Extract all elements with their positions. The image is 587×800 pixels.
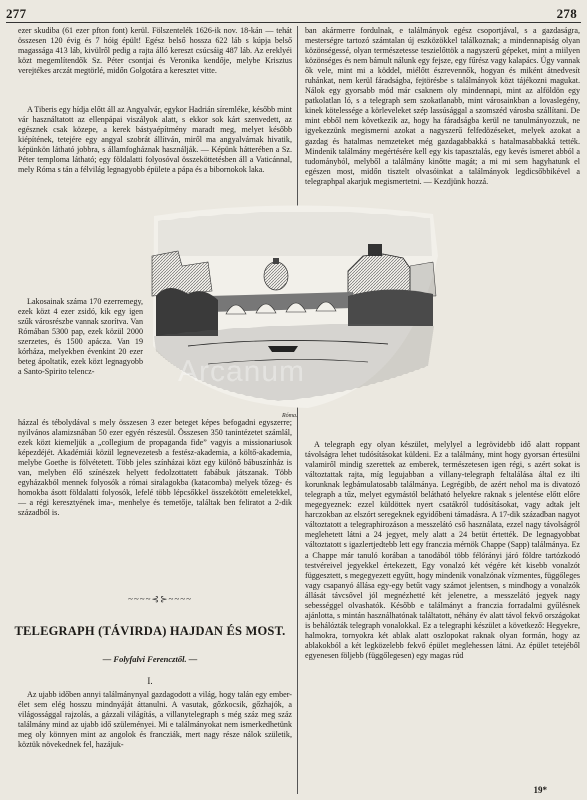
paragraph: Az ujabb időben annyi találmánynyal gazdagodott a világ, hogy talán egy ember-élet sem elég hosszu mindnyáját áttanulni. A vasutak, gőzkocsik, gőzhajók, a világossággal rajzolás, a gázzali világítás, a villanytelegraph s még száz meg száz találmány mind az ujabb idő szüleményei. Mi e találmányokat nem ismerkedhetünk meg oly könnyen mint az angolok és francziák, mert nagy része nálok születik, köztük növekednek fel, hazájuk- <box>18 690 292 750</box>
left-column-text-upper <box>18 105 292 175</box>
article-intro <box>18 690 292 750</box>
illustration-caption: Róma. <box>282 413 298 419</box>
section-number: I. <box>147 676 153 686</box>
paragraph: házzal és tébolydával s mely összesen 3 ezer beteget képes befogadni egyszerre; nyilvános alamizsnában 50 ezer egyén részesül. Összesen 350 tanintézetet számlál, ezek közt kiemeljük a „collegium de propaganda fide” vagyis a missionariusok képezdéjét. Akadémiái közül legnevezetesb a festész-akademia, a költő-akademia, melybe Goethe is fölvétetett. Több jeles színházai közt egy különő bábuszínház is van, melyben élő színészek helyett fedolzottatett fabábuk játszanak. Több egyházakból mennek folyosók a római siralagokba (katacomba) melyek tőzeg- és homokba ásott földalatti folyosók, lefelé több lépcsőkkel összekötött emeletekkel, — a régi keresztyének ima-, menhelye és temetője, találtak ben feliratot a 2-dik századból is. <box>18 418 292 518</box>
left-page-number: 277 <box>6 6 27 21</box>
right-page-number: 278 <box>556 6 577 21</box>
signature-mark: 19* <box>533 785 547 795</box>
article-author: — Folyfalvi Ferencztől. — <box>102 654 198 664</box>
right-column-text-bottom <box>305 440 580 661</box>
left-column-text-top <box>18 26 292 76</box>
paragraph: ezer skudiba (61 ezer pfton font) kerül. Fölszentelék 1626-ik nov. 18-kán — tehát összesen 120 évig és 7 hóig épült! Egész belső hossza 622 láb s kúpja belső magassága 413 láb, kivülről pedig a rajta álló kereszt csúcsáig 487 láb. Az ereklyéi közt megemlítendők Sz. Péter csontjai és Veronika kendője, melybe Krisztus verejtékes arczát megtörlé, midőn Golgotára a keresztet vitte. <box>18 26 292 76</box>
header-rule <box>6 22 581 23</box>
left-column-text-bottom <box>18 418 292 518</box>
paragraph: ban akármerre fordulnak, e találmányok egész csoportjával, s a gazdaságra, mesterségre tartozó számtalan új eszközökkel találkoznak; a mindennapiság olyan közönségessé, olyan természetesse teszielőttök a nagyszerű gépeket, mint a miilyen közönséges és nem bámult nálunk egy fejsze, egy fűrész vagy kalapács. Úgy vannak ők vele, mint mi a köddel, miélőtt észrevennők, hogyan és miként átnedvesít ruhánkat, nem kerül fáradságba, fejtörésbe s találmányok közt tájékozni magukat. Nálok egy gyorsabb mód már csaknem oly mindennapi, mint az alföldön egy patkolatlan ló, s a telegraph sem szokatlanabb, mint városainkban a lovaslegény, kinek kötelessége a körleveleket szép lassúsággal a szomszéd városba szállítani. De mint ebből nem következik az, hogy ha fáradságba kerül ne tanulmányozzuk, ne igyekezzünk megismerni azokat a nagyszerű felfedözéseket, melyek azokat a gazdag és hatalmas nemzeteket még gazdagabbakká s hatalmasabbakká tették. Mindenik találmány megértésére kell egy kis tapasztalás, egy kevés ismeret abból a tudományból, melyből a találmány kinőtte magát; a mi mi sem hagyhatunk el egészen most, midőn tisztelt olvasóinkat a találmányok legdicsőbbikével a telegraphpal akarjuk megismertetni. — Kezdjünk hozzá. <box>305 26 580 186</box>
paragraph: A Tiberis egy hídja előtt áll az Angyalvár, egykor Hadrián síremléke, később mint vár használtatott az ellenpápai viszályok alatt, s ekkor sok kárt szenvedett, az egésznek csak közepe, a kerek bástyaépítmény maradt meg, melyet később kiépítének, tetejére egy angyal szobrát állítván, miről ma angyalvárnak hivatik, képünkön látható jobbra, s államfogháznak használják. — Képünk hátterében a Sz. Péter temploma látható; egy földalatti folyosóval összeköttetésben áll a Vaticánnal, mely Róma s tán a félvilág legnagyobb épülete a pápa és a bibornokok laka. <box>18 105 292 175</box>
decorative-divider: ~~~~⊰⊱~~~~ <box>128 594 193 604</box>
paragraph: Lakosainak száma 170 ezerremegy, ezek közt 4 ezer zsidó, kik egy igen szűk városrészbe vannak szorítva. Van Rómában 5300 pap, ezek közül 2000 szerzetes, és 1500 apácza. Van 19 kórháza, melyekben évenkint 20 ezer beteg ápoltatik, ezek közt legnagyobb a Santo-Spirito telencz- <box>18 297 143 377</box>
watermark: Arcanum <box>178 355 306 388</box>
article-title: TELEGRAPH (TÁVIRDA) HAJDAN ÉS MOST. <box>14 624 286 638</box>
left-column-text-narrow <box>18 297 143 377</box>
paragraph: A telegraph egy olyan készület, melylyel a legrövidebb idő alatt roppant távolságra lehet tudósításokat küldeni. Ez a találmány, mint hogy gyorsan értesülni valamiről mindig szerettek az emberek, természetesen igen régi, s azért sokat is változtattak rajta, míg legujabban a villany-telegraph feltalálása által ez ilti korunknak legbámulatosabb találmánya. Legrégibb, de azért nehol ma is divatozó telegraph a tűz, melyet egymástól belátható helyekre raknak s jelentése előtt előre megegyeznek: ezzel küldöttek nyert csatákról tudósításokat, vagy adtak jelt harczokban az elszórt seregeknek egyidőbeni támadásra. A 17-dik században nagyot változtatott a telegraphirozáson a messzelátó cső használata, ezzel nagy távolságról meglehetett látni a 24 jegyet, mely alatt a 24 betüt értették. De legnagyobbat változtatott s igazlertjedtebb lett egy franczia mérnök Chappe (Sapp) találmánya. Ez a Chappe már tanuló korában a tanodából több félórányi járó földre tartózkodó testvéreivel jegyekkel értekezett, Egy vonalzó két végére két kisebb vonalzót függesztett, s megegyezett egyűtt, hogy mindenik vonalzónak vízmentes, függőleges vagy csapanyó állása egy-egy betűt vagy számot jelentsen, s mindhogy a vonalzók állását távcsővel jól megnézhetté két jelenetre, a messzelátó jegyek nagy sebességgel olvashatók. Később e találmányt a franczia forradalmi gyűlésnek ajánlotta, s mintán használhatónak találtatott, néhány év alatt távol fekvő országokat is behálózták telegraph vonalokkal. Ez a telegraphi készület a következő: Hegyekre, halmokra, tornyokra két ablak alatt oszlopokat raknak olyan formán, hogy az ablakokból a két legközelebb fekvő épület meglehessen látni. Az épület tetejéből egyenesen följebb (függőlegesen) egy magas rúd <box>305 440 580 660</box>
right-column-text-top <box>305 26 580 210</box>
